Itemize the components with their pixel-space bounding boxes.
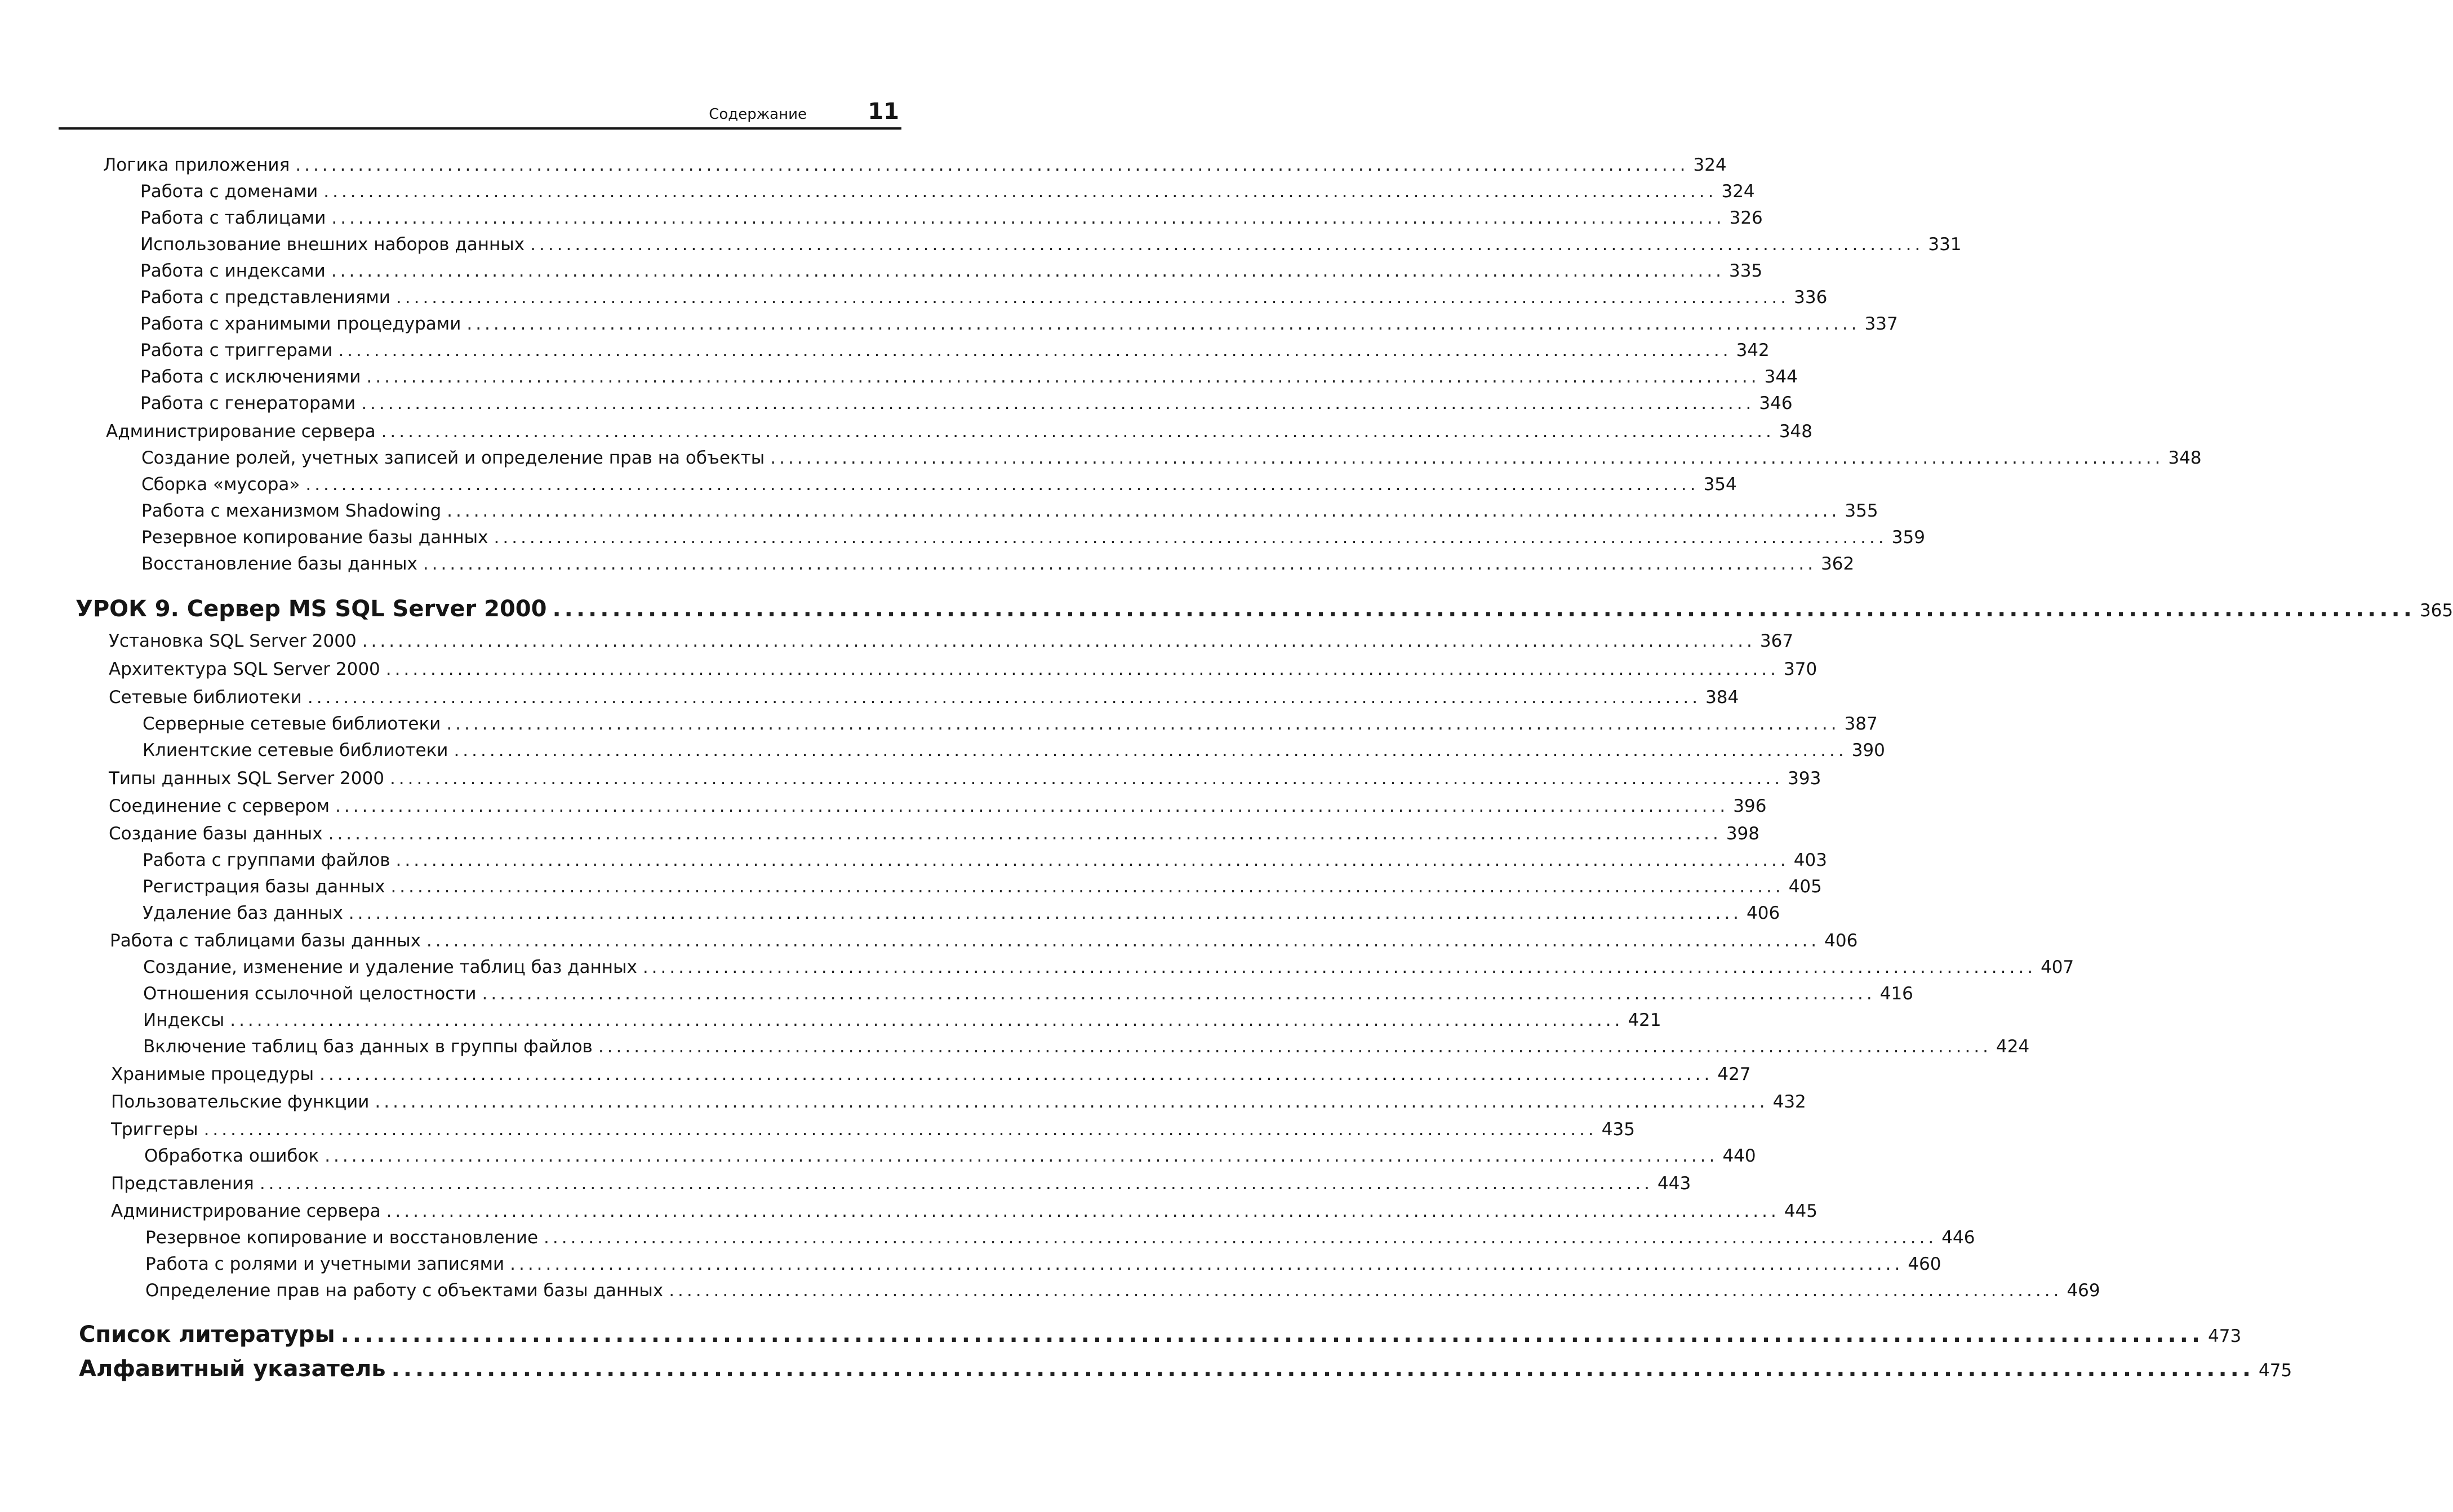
toc-entry[interactable]: [144, 1146, 1756, 1166]
toc-entry-title: Типы данных SQL Server 2000: [109, 768, 384, 789]
toc-entry-title: Создание, изменение и удаление таблиц баз данных: [143, 957, 637, 977]
toc-entry-title: Работа с таблицами базы данных: [110, 931, 421, 951]
toc-entry-page: 469: [2067, 1280, 2100, 1301]
toc-entry[interactable]: [143, 1010, 1661, 1030]
toc-entry-page: 475: [2259, 1360, 2292, 1381]
toc-entry-title: Алфавитный указатель: [79, 1356, 386, 1382]
toc-entry[interactable]: [109, 687, 1739, 708]
toc-entry-page: 348: [1779, 421, 1812, 442]
toc-leader: ............................................................................................................................................................: [770, 448, 2164, 468]
toc-entry-page: 365: [2419, 601, 2453, 621]
toc-entry-title: Регистрация базы данных: [143, 877, 385, 897]
toc-entry[interactable]: [145, 1280, 2100, 1301]
toc-entry-page: 403: [1793, 850, 1827, 870]
toc-entry-page: 344: [1764, 367, 1798, 387]
toc-chapter-entry[interactable]: [75, 596, 2453, 622]
toc-entry[interactable]: [143, 903, 1780, 923]
running-head-title: Содержание: [709, 106, 807, 123]
toc-entry-page: 324: [1721, 181, 1755, 202]
toc-leader: ............................................................................................................................................................: [466, 314, 1860, 334]
toc-entry-title: Администрирование сервера: [106, 421, 376, 442]
toc-entry[interactable]: [111, 1173, 1691, 1194]
toc-leader: ............................................................................................................................................................: [323, 181, 1717, 202]
toc-entry[interactable]: [111, 1119, 1635, 1140]
toc-entry-title: Работа с хранимыми процедурами: [140, 314, 461, 334]
toc-entry-page: 445: [1784, 1201, 1817, 1221]
toc-leader: ............................................................................................................................................................: [395, 850, 1789, 870]
toc-entry[interactable]: [109, 768, 1821, 789]
toc-leader: ............................................................................................................................................................: [375, 1092, 1768, 1112]
toc-entry-title: Хранимые процедуры: [111, 1064, 314, 1084]
toc-entry[interactable]: [140, 234, 1962, 255]
toc-entry[interactable]: [143, 957, 2074, 977]
toc-entry-title: Восстановление базы данных: [141, 554, 417, 574]
toc-entry-page: 355: [1845, 501, 1878, 521]
toc-leader: ............................................................................................................................................................: [340, 1322, 2204, 1348]
toc-entry[interactable]: [143, 1037, 2030, 1057]
toc-leader: ............................................................................................................................................................: [395, 287, 1790, 308]
toc-entry[interactable]: [140, 287, 1828, 308]
toc-leader: ............................................................................................................................................................: [366, 367, 1760, 387]
toc-entry-title: Представления: [111, 1173, 254, 1194]
toc-leader: ............................................................................................................................................................: [390, 877, 1784, 897]
toc-entry-page: 460: [1908, 1254, 1941, 1274]
toc-entry-page: 427: [1717, 1064, 1751, 1084]
toc-leader: ............................................................................................................................................................: [426, 931, 1820, 951]
toc-leader: ............................................................................................................................................................: [391, 1356, 2255, 1382]
toc-leader: ............................................................................................................................................................: [552, 596, 2415, 622]
toc-entry-title: Обработка ошибок: [144, 1146, 319, 1166]
toc-entry[interactable]: [141, 527, 1925, 548]
toc-leader: ............................................................................................................................................................: [325, 1146, 1718, 1166]
toc-entry-title: Работа с группами файлов: [143, 850, 390, 870]
toc-entry-page: 362: [1821, 554, 1855, 574]
toc-entry[interactable]: [143, 714, 1878, 734]
toc-entry-title: Определение прав на работу с объектами базы данных: [145, 1280, 664, 1301]
toc-leader: ............................................................................................................................................................: [386, 1201, 1780, 1221]
toc-entry-page: 440: [1722, 1146, 1756, 1166]
toc-leader: ............................................................................................................................................................: [510, 1254, 1904, 1274]
toc-leader: ............................................................................................................................................................: [423, 554, 1817, 574]
toc-leader: ............................................................................................................................................................: [362, 631, 1756, 651]
toc-entry[interactable]: [140, 367, 1798, 387]
toc-entry-page: 359: [1891, 527, 1925, 548]
toc-entry-title: Архитектура SQL Server 2000: [109, 659, 380, 679]
toc-entry-title: Работа с исключениями: [140, 367, 361, 387]
toc-entry[interactable]: [111, 1092, 1806, 1112]
toc-entry-title: Работа с доменами: [140, 181, 318, 202]
toc-entry-page: 473: [2208, 1326, 2242, 1346]
page-number: 11: [868, 99, 899, 124]
toc-entry-title: Логика приложения: [103, 155, 290, 175]
toc-entry[interactable]: [141, 474, 1737, 495]
toc-entry-title: Работа с таблицами: [140, 208, 326, 228]
toc-entry-title: Резервное копирование и восстановление: [145, 1228, 539, 1248]
toc-entry[interactable]: [111, 1064, 1751, 1084]
toc-leader: ............................................................................................................................................................: [230, 1010, 1624, 1030]
toc-entry[interactable]: [109, 631, 1794, 651]
toc-entry-page: 370: [1784, 659, 1817, 679]
toc-entry-title: Администрирование сервера: [111, 1201, 381, 1221]
toc-entry-page: 421: [1628, 1010, 1661, 1030]
toc-entry-title: Использование внешних наборов данных: [140, 234, 525, 255]
toc-leader: ............................................................................................................................................................: [447, 501, 1841, 521]
toc-entry[interactable]: [103, 155, 1727, 175]
toc-leader: ............................................................................................................................................................: [530, 234, 1924, 255]
toc-entry[interactable]: [143, 740, 1885, 761]
toc-leader: ............................................................................................................................................................: [331, 208, 1725, 228]
toc-entry-page: 348: [2168, 448, 2202, 468]
toc-leader: ............................................................................................................................................................: [295, 155, 1689, 175]
toc-entry[interactable]: [141, 501, 1878, 521]
toc-chapter-entry[interactable]: [79, 1356, 2292, 1382]
toc-entry-title: Создание базы данных: [109, 824, 323, 844]
toc-leader: ............................................................................................................................................................: [203, 1119, 1597, 1140]
toc-entry-page: 326: [1729, 208, 1763, 228]
toc-entry-title: Работа с индексами: [140, 261, 326, 281]
toc-entry-title: Индексы: [143, 1010, 225, 1030]
toc-entry-title: Клиентские сетевые библиотеки: [143, 740, 448, 761]
toc-leader: ............................................................................................................................................................: [348, 903, 1743, 923]
toc-entry-page: 435: [1601, 1119, 1635, 1140]
toc-entry-page: 354: [1703, 474, 1737, 495]
toc-entry-page: 393: [1788, 768, 1821, 789]
toc-leader: ............................................................................................................................................................: [544, 1228, 1937, 1248]
toc-entry-page: 443: [1657, 1173, 1691, 1194]
toc-leader: ............................................................................................................................................................: [446, 714, 1840, 734]
toc-entry-page: 432: [1772, 1092, 1806, 1112]
toc-entry-page: 331: [1928, 234, 1962, 255]
toc-leader: ............................................................................................................................................................: [331, 261, 1725, 281]
toc-entry[interactable]: [140, 181, 1755, 202]
toc-entry-page: 416: [1879, 984, 1913, 1004]
toc-entry-page: 324: [1693, 155, 1727, 175]
toc-entry-page: 337: [1864, 314, 1898, 334]
toc-leader: ............................................................................................................................................................: [385, 659, 1780, 679]
toc-entry[interactable]: [140, 208, 1763, 228]
toc-entry-title: Соединение с сервером: [109, 796, 330, 816]
toc-entry[interactable]: [143, 850, 1827, 870]
toc-entry[interactable]: [109, 796, 1767, 816]
toc-entry-page: 396: [1733, 796, 1767, 816]
toc-leader: ............................................................................................................................................................: [259, 1173, 1654, 1194]
toc-entry-title: Работа с представлениями: [140, 287, 390, 308]
toc-entry-title: Работа с механизмом Shadowing: [141, 501, 442, 521]
toc-entry-title: Включение таблиц баз данных в группы файлов: [143, 1037, 593, 1057]
toc-entry-page: 346: [1759, 393, 1793, 413]
toc-entry-page: 367: [1759, 631, 1794, 651]
toc-entry-title: Удаление баз данных: [143, 903, 343, 923]
toc-entry-title: УРОК 9. Сервер MS SQL Server 2000: [75, 596, 547, 622]
toc-entry[interactable]: [111, 1201, 1817, 1221]
toc-leader: ............................................................................................................................................................: [454, 740, 1847, 761]
toc-entry[interactable]: [110, 931, 1858, 951]
toc-leader: ............................................................................................................................................................: [305, 474, 1699, 495]
toc-entry-title: Отношения ссылочной целостности: [143, 984, 477, 1004]
toc-entry-page: 398: [1726, 824, 1759, 844]
toc-entry-page: 387: [1844, 714, 1878, 734]
toc-entry[interactable]: [109, 824, 1759, 844]
toc-leader: ............................................................................................................................................................: [328, 824, 1722, 844]
toc-entry[interactable]: [143, 984, 1913, 1004]
toc-leader: ............................................................................................................................................................: [338, 340, 1732, 361]
toc-entry-page: 446: [1941, 1228, 1975, 1248]
toc-entry[interactable]: [106, 421, 1812, 442]
toc-entry[interactable]: [109, 659, 1817, 679]
toc-entry-page: 390: [1851, 740, 1885, 761]
toc-leader: ............................................................................................................................................................: [381, 421, 1775, 442]
toc-entry[interactable]: [143, 877, 1822, 897]
toc-entry-page: 336: [1794, 287, 1828, 308]
toc-entry[interactable]: [141, 554, 1855, 574]
toc-entry[interactable]: [140, 261, 1763, 281]
toc-entry[interactable]: [145, 1228, 1975, 1248]
toc-entry-title: Пользовательские функции: [111, 1092, 370, 1112]
toc-leader: ............................................................................................................................................................: [389, 768, 1784, 789]
toc-entry[interactable]: [140, 393, 1793, 413]
toc-entry-title: Резервное копирование базы данных: [141, 527, 488, 548]
toc-entry-title: Серверные сетевые библиотеки: [143, 714, 441, 734]
toc-entry-page: 342: [1736, 340, 1770, 361]
toc-entry-title: Сборка «мусора»: [141, 474, 300, 495]
toc-entry[interactable]: [145, 1254, 1941, 1274]
toc-entry-title: Работа с генераторами: [140, 393, 356, 413]
toc-leader: ............................................................................................................................................................: [494, 527, 1887, 548]
toc-entry-page: 384: [1705, 687, 1739, 708]
toc-entry[interactable]: [140, 314, 1898, 334]
toc-entry-page: 335: [1729, 261, 1763, 281]
toc-entry[interactable]: [140, 340, 1770, 361]
toc-leader: ............................................................................................................................................................: [598, 1037, 1992, 1057]
toc-entry-title: Установка SQL Server 2000: [109, 631, 357, 651]
toc-entry-page: 424: [1996, 1037, 2030, 1057]
toc-leader: ............................................................................................................................................................: [319, 1064, 1713, 1084]
toc-leader: ............................................................................................................................................................: [642, 957, 2037, 977]
toc-leader: ............................................................................................................................................................: [335, 796, 1729, 816]
toc-entry-page: 405: [1788, 877, 1822, 897]
toc-entry-page: 406: [1747, 903, 1780, 923]
toc-entry-title: Работа с ролями и учетными записями: [145, 1254, 505, 1274]
toc-leader: ............................................................................................................................................................: [307, 687, 1701, 708]
toc-chapter-entry[interactable]: [79, 1322, 2242, 1348]
toc-entry-page: 407: [2041, 957, 2074, 977]
toc-entry-title: Сетевые библиотеки: [109, 687, 302, 708]
toc-entry[interactable]: [141, 448, 2202, 468]
toc-leader: ............................................................................................................................................................: [361, 393, 1755, 413]
toc-entry-title: Создание ролей, учетных записей и определение прав на объекты: [141, 448, 765, 468]
toc-entry-title: Триггеры: [111, 1119, 198, 1140]
toc-entry-title: Работа с триггерами: [140, 340, 333, 361]
toc-entry-page: 406: [1824, 931, 1858, 951]
toc-leader: ............................................................................................................................................................: [669, 1280, 2063, 1301]
toc-entry-title: Список литературы: [79, 1322, 335, 1348]
toc-leader: ............................................................................................................................................................: [482, 984, 1876, 1004]
